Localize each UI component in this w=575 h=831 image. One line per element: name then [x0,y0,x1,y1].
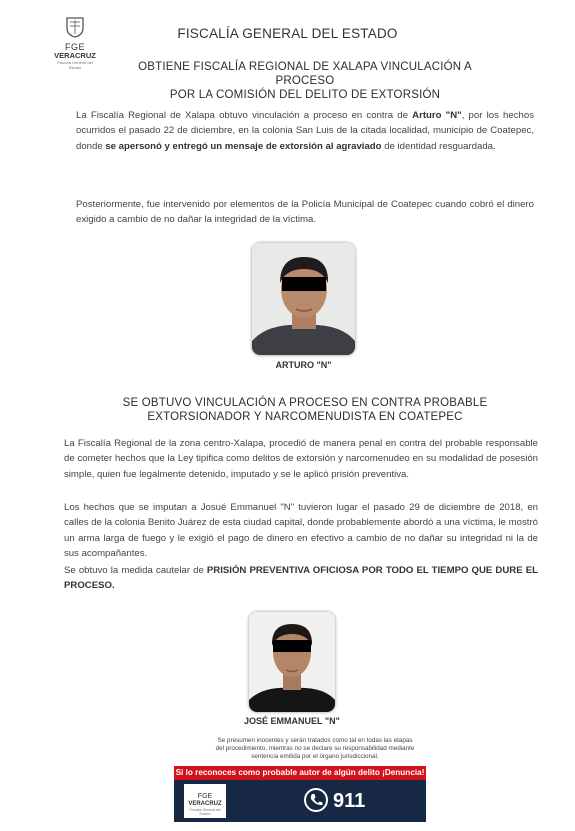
section1-paragraph2: Posteriormente, fue intervenido por elementos de la Policía Municipal de Coatepec cuando cobró el dinero exigido a cambio de no dañar la integridad de la víctima. [76,199,534,226]
section2-p3-bold: PRISIÓN PREVENTIVA OFICIOSA POR TODO EL TIEMPO QUE DURE EL PROCESO. [64,565,538,592]
josue-photo [249,612,335,712]
section2-title-line2: EXTORSIONADOR Y NARCOMENUDISTA EN COATEPEC [147,411,463,423]
logo-subtitle: Fiscalía General del Estado [57,60,93,70]
section1-title [120,60,490,102]
josue-caption: JOSÉ EMMANUEL "N" [244,716,340,726]
section1-title-line2: POR LA COMISIÓN DEL DELITO DE EXTORSIÓN [169,89,441,101]
banner-fge-logo [184,784,226,818]
page-header: FISCALÍA GENERAL DEL ESTADO [177,26,398,41]
mugshot-josue [249,612,335,712]
section2-title-line1: SE OBTUVO VINCULACIÓN A PROCESO EN CONTRA PROBABLE [122,397,488,409]
section2-p3-text: Se obtuvo la medida cautelar de [64,565,207,576]
section2-title [120,396,490,424]
denuncia-text: Si lo reconoces como probable autor de algún delito ¡Denuncia! [174,766,426,780]
mugshot-arturo [252,243,355,355]
denuncia-banner [174,766,426,822]
section2-paragraph2: Los hechos que se imputan a Josué Emmanuel "N" tuvieron lugar el pasado 29 de diciembre de 2018, en calles de la colonia Benito Juárez de esta ciudad capital, donde probablemente abordó a una víctima, le mostró un arma larga de fuego y le exigió el pago de dinero en efectivo a cambio de no dañar su integridad ni la de sus acompañantes. [64,502,538,560]
banner-logo-subtitle: Fiscalía General del Estado [189,808,221,816]
section1-title-line1: OBTIENE FISCALÍA REGIONAL DE XALAPA VINCULACIÓN A PROCESO [138,61,472,87]
banner-logo-fge: FGE [197,793,213,800]
banner-logo-veracruz: VERACRUZ [188,801,222,807]
section1-paragraph1 [76,108,534,154]
arturo-caption: ARTURO "N" [275,360,332,370]
presumption-notice [200,737,430,761]
section2-paragraph1: La Fiscalía Regional de la zona centro-Xalapa, procedió de manera penal en contra del probable responsable de cometer hechos que la Ley tipifica como delitos de extorsión y narcomenudeo en su modalidad de posesión simple, quien fue legalmente detenido, imputado y se le aplicó prisión preventiva. [64,438,538,480]
section1-p1-text-b: , por los hechos ocurridos el pasado 22 de diciembre, en la colonia San Luis de la citada localidad, municipio de Coatepec, donde [76,110,534,152]
section1-p1-text-c: de identidad resguardada. [381,140,496,152]
section2-paragraph3 [64,563,538,594]
section1-p1-name: Arturo "N" [412,110,462,121]
section1-p1-bold: se apersonó y entregó un mensaje de extorsión al agraviado [105,140,382,152]
notice-line1: Se presumen inocentes y serán tratados como tal en todas las etapas [217,737,413,744]
banner-blue-panel [174,780,426,822]
fge-logo [52,16,98,70]
section1-p1-text-a: La Fiscalía Regional de Xalapa obtuvo vinculación a proceso en contra de [76,110,413,121]
logo-fge: FGE [64,42,85,52]
notice-line2: del procedimiento, mientras no se declare su responsabilidad mediante [215,745,415,752]
arturo-photo [252,243,355,355]
notice-line3: sentencia emitida por el órgano jurisdiccional. [251,753,379,760]
emergency-number-text: 911 [333,790,366,812]
logo-veracruz: VERACRUZ [54,51,96,60]
phone-icon [304,788,328,812]
emergency-number [304,789,365,814]
